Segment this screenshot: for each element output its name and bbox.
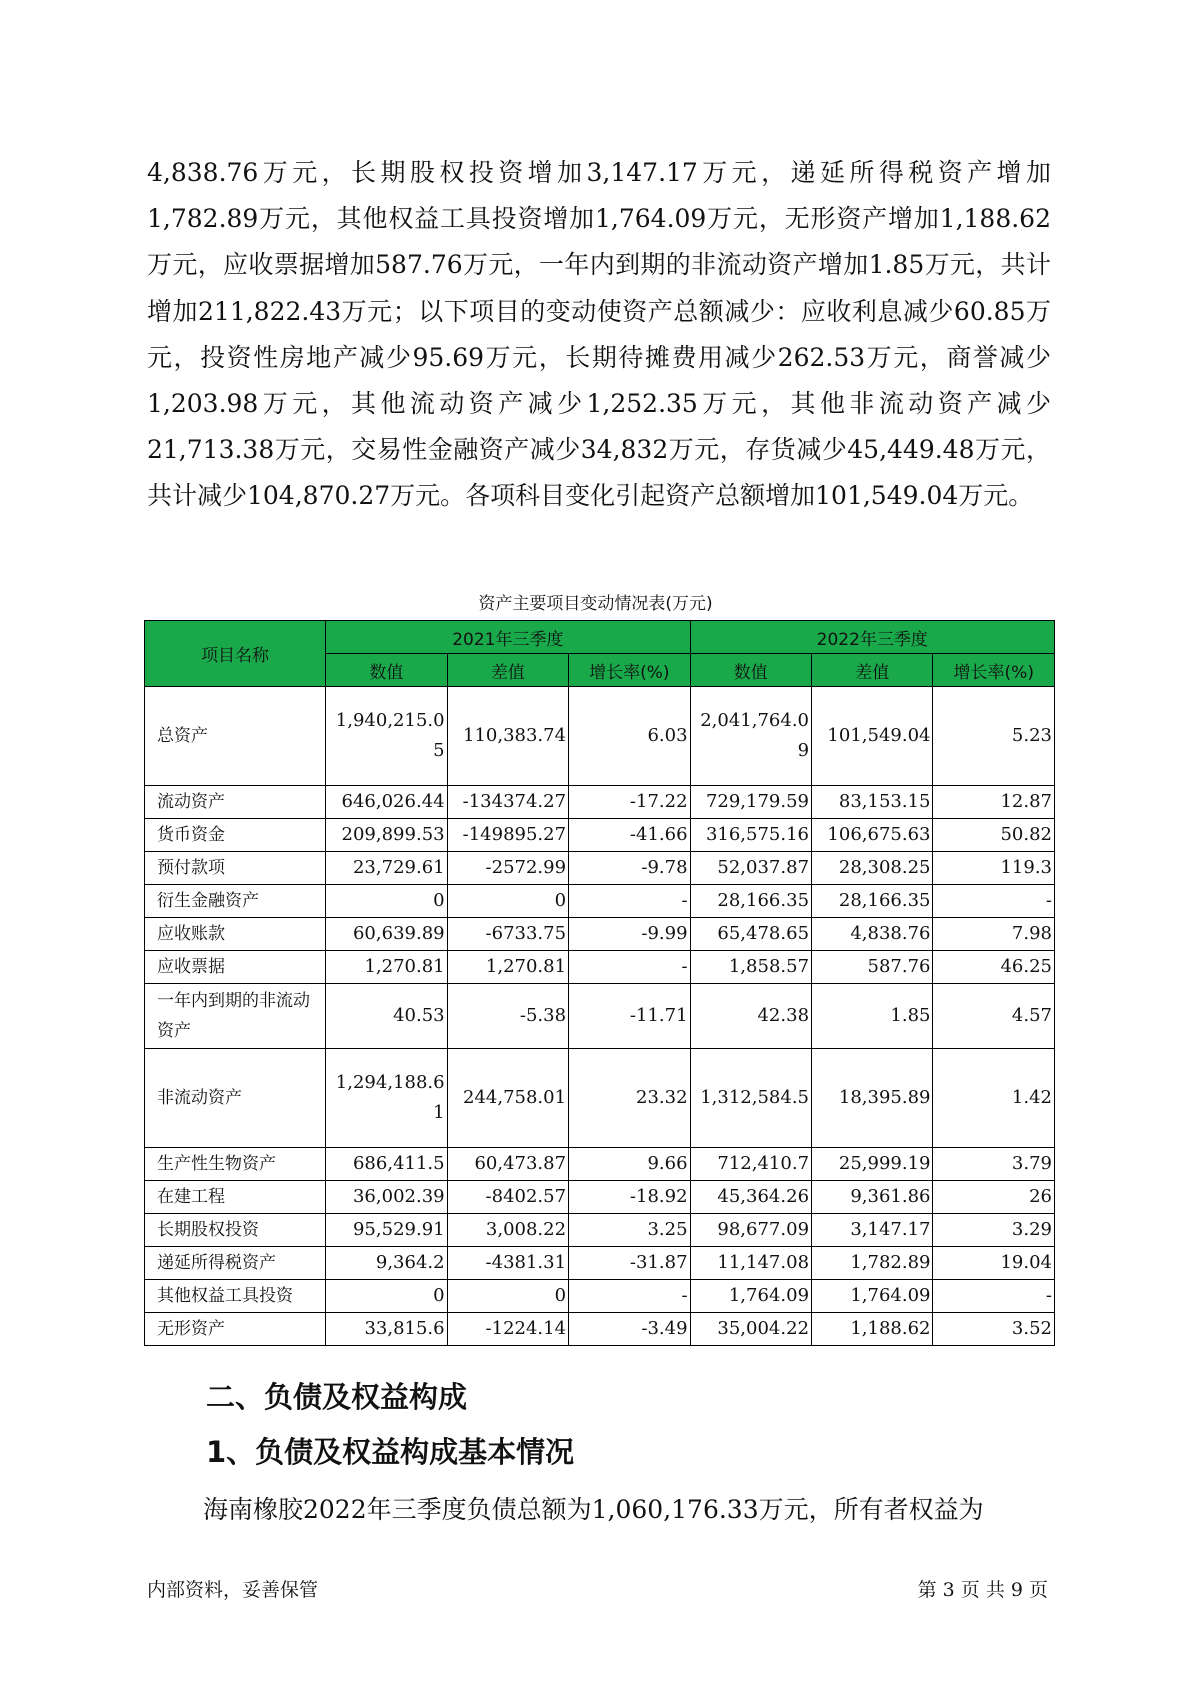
cell-name: 流动资产 <box>145 786 326 819</box>
cell-b-diff: 4,838.76 <box>812 918 933 951</box>
cell-a-val: 23,729.61 <box>326 852 447 885</box>
cell-b-diff: 1,188.62 <box>812 1313 933 1346</box>
cell-name: 在建工程 <box>145 1181 326 1214</box>
footer-page-number: 第 3 页 共 9 页 <box>917 1579 1048 1601</box>
cell-name: 无形资产 <box>145 1313 326 1346</box>
cell-b-rate: 3.29 <box>933 1214 1055 1247</box>
cell-a-rate: -11.71 <box>569 984 690 1049</box>
table-row <box>145 1214 1055 1247</box>
table-row <box>145 1181 1055 1214</box>
cell-b-rate: 19.04 <box>933 1247 1055 1280</box>
subsection-heading: 1、负债及权益构成基本情况 <box>206 1435 575 1469</box>
cell-a-val: 36,002.39 <box>326 1181 447 1214</box>
cell-a-rate: -3.49 <box>569 1313 690 1346</box>
cell-name: 递延所得税资产 <box>145 1247 326 1280</box>
cell-a-val: 0 <box>326 885 447 918</box>
cell-name: 长期股权投资 <box>145 1214 326 1247</box>
cell-b-rate: 4.57 <box>933 984 1055 1049</box>
cell-b-diff: 587.76 <box>812 951 933 984</box>
cell-a-val: 33,815.6 <box>326 1313 447 1346</box>
cell-a-rate: 6.03 <box>569 687 690 786</box>
header-period-2021: 2021年三季度 <box>326 621 690 654</box>
cell-b-rate: 12.87 <box>933 786 1055 819</box>
cell-a-diff: -1224.14 <box>447 1313 568 1346</box>
table-row <box>145 1280 1055 1313</box>
cell-name: 应收票据 <box>145 951 326 984</box>
cell-a-rate: 23.32 <box>569 1049 690 1148</box>
cell-b-val: 729,179.59 <box>690 786 811 819</box>
table-row <box>145 885 1055 918</box>
cell-b-rate: 50.82 <box>933 819 1055 852</box>
cell-a-val: 686,411.5 <box>326 1148 447 1181</box>
cell-a-val: 60,639.89 <box>326 918 447 951</box>
table-row <box>145 1313 1055 1346</box>
cell-b-val: 98,677.09 <box>690 1214 811 1247</box>
header-rate-2021: 增长率(%) <box>569 654 690 687</box>
table-row <box>145 984 1055 1049</box>
table-row <box>145 786 1055 819</box>
cell-b-rate: 46.25 <box>933 951 1055 984</box>
cell-a-rate: -31.87 <box>569 1247 690 1280</box>
cell-a-diff: -8402.57 <box>447 1181 568 1214</box>
cell-a-rate: -18.92 <box>569 1181 690 1214</box>
cell-a-diff: -134374.27 <box>447 786 568 819</box>
cell-b-val: 316,575.16 <box>690 819 811 852</box>
cell-a-rate: -41.66 <box>569 819 690 852</box>
cell-b-val: 1,858.57 <box>690 951 811 984</box>
section-heading: 二、负债及权益构成 <box>206 1380 468 1414</box>
cell-b-diff: 1,782.89 <box>812 1247 933 1280</box>
cell-a-val: 40.53 <box>326 984 447 1049</box>
cell-a-diff: -5.38 <box>447 984 568 1049</box>
header-diff-2021: 差值 <box>447 654 568 687</box>
table-caption: 资产主要项目变动情况表(万元) <box>478 594 713 614</box>
cell-b-diff: 106,675.63 <box>812 819 933 852</box>
cell-a-diff: 244,758.01 <box>447 1049 568 1148</box>
cell-b-val: 65,478.65 <box>690 918 811 951</box>
cell-a-rate: -9.99 <box>569 918 690 951</box>
cell-b-diff: 9,361.86 <box>812 1181 933 1214</box>
cell-a-diff: -6733.75 <box>447 918 568 951</box>
cell-b-rate: 119.3 <box>933 852 1055 885</box>
cell-a-diff: 3,008.22 <box>447 1214 568 1247</box>
cell-a-diff: -2572.99 <box>447 852 568 885</box>
cell-a-val: 9,364.2 <box>326 1247 447 1280</box>
cell-a-rate: - <box>569 1280 690 1313</box>
cell-a-val: 209,899.53 <box>326 819 447 852</box>
header-period-2022: 2022年三季度 <box>690 621 1054 654</box>
cell-a-val: 1,270.81 <box>326 951 447 984</box>
cell-b-diff: 28,166.35 <box>812 885 933 918</box>
intro-paragraph: 4,838.76万元，长期股权投资增加3,147.17万元，递延所得税资产增加1,782.89万元，其他权益工具投资增加1,764.09万元，无形资产增加1,188.62万元，应收票据增加587.76万元，一年内到期的非流动资产增加1.85万元，共计增加211,822.43万元；以下项目的变动使资产总额减少：应收利息减少60.85万元，投资性房地产减少95.69万元，长期待摊费用减少262.53万元，商誉减少1,203.98万元，其他流动资产减少1,252.35万元，其他非流动资产减少21,713.38万元，交易性金融资产减少34,832万元，存货减少45,449.48万元，共计减少104,870.27万元。各项科目变化引起资产总额增加101,549.04万元。 <box>147 158 1051 511</box>
table-row <box>145 687 1055 786</box>
cell-b-diff: 83,153.15 <box>812 786 933 819</box>
cell-b-rate: 5.23 <box>933 687 1055 786</box>
assets-table <box>144 620 1055 1346</box>
cell-b-val: 45,364.26 <box>690 1181 811 1214</box>
cell-b-val: 28,166.35 <box>690 885 811 918</box>
cell-b-rate: 26 <box>933 1181 1055 1214</box>
table-row <box>145 951 1055 984</box>
cell-a-diff: 0 <box>447 1280 568 1313</box>
header-value-2021: 数值 <box>326 654 447 687</box>
cell-b-val: 1,764.09 <box>690 1280 811 1313</box>
cell-a-diff: 1,270.81 <box>447 951 568 984</box>
cell-b-diff: 28,308.25 <box>812 852 933 885</box>
cell-a-val: 0 <box>326 1280 447 1313</box>
footer-confidential: 内部资料，妥善保管 <box>147 1579 319 1601</box>
cell-a-val: 646,026.44 <box>326 786 447 819</box>
cell-a-rate: 3.25 <box>569 1214 690 1247</box>
table-row <box>145 1148 1055 1181</box>
cell-a-diff: 110,383.74 <box>447 687 568 786</box>
cell-a-rate: 9.66 <box>569 1148 690 1181</box>
cell-b-rate: 7.98 <box>933 918 1055 951</box>
cell-a-val: 1,294,188.61 <box>326 1049 447 1148</box>
cell-b-diff: 1.85 <box>812 984 933 1049</box>
cell-name: 一年内到期的非流动资产 <box>145 984 326 1049</box>
cell-a-rate: -17.22 <box>569 786 690 819</box>
cell-b-diff: 25,999.19 <box>812 1148 933 1181</box>
cell-b-rate: 1.42 <box>933 1049 1055 1148</box>
bottom-paragraph: 海南橡胶2022年三季度负债总额为1,060,176.33万元，所有者权益为 <box>203 1495 984 1524</box>
header-diff-2022: 差值 <box>812 654 933 687</box>
table-row <box>145 852 1055 885</box>
cell-name: 衍生金融资产 <box>145 885 326 918</box>
cell-a-val: 1,940,215.05 <box>326 687 447 786</box>
cell-a-diff: 0 <box>447 885 568 918</box>
cell-b-val: 35,004.22 <box>690 1313 811 1346</box>
cell-b-val: 1,312,584.5 <box>690 1049 811 1148</box>
cell-a-diff: -4381.31 <box>447 1247 568 1280</box>
cell-name: 应收账款 <box>145 918 326 951</box>
cell-b-val: 52,037.87 <box>690 852 811 885</box>
table-row <box>145 1049 1055 1148</box>
cell-a-diff: 60,473.87 <box>447 1148 568 1181</box>
cell-b-diff: 18,395.89 <box>812 1049 933 1148</box>
cell-b-val: 42.38 <box>690 984 811 1049</box>
cell-a-rate: -9.78 <box>569 852 690 885</box>
cell-a-rate: - <box>569 951 690 984</box>
cell-a-rate: - <box>569 885 690 918</box>
cell-name: 总资产 <box>145 687 326 786</box>
header-project-name: 项目名称 <box>145 621 326 687</box>
cell-a-val: 95,529.91 <box>326 1214 447 1247</box>
cell-name: 生产性生物资产 <box>145 1148 326 1181</box>
cell-b-val: 11,147.08 <box>690 1247 811 1280</box>
cell-b-val: 2,041,764.09 <box>690 687 811 786</box>
cell-name: 预付款项 <box>145 852 326 885</box>
header-value-2022: 数值 <box>690 654 811 687</box>
table-row <box>145 819 1055 852</box>
cell-name: 非流动资产 <box>145 1049 326 1148</box>
table-row <box>145 1247 1055 1280</box>
cell-name: 其他权益工具投资 <box>145 1280 326 1313</box>
header-rate-2022: 增长率(%) <box>933 654 1055 687</box>
cell-b-val: 712,410.7 <box>690 1148 811 1181</box>
cell-b-rate: - <box>933 885 1055 918</box>
cell-a-diff: -149895.27 <box>447 819 568 852</box>
table-row <box>145 918 1055 951</box>
cell-b-diff: 1,764.09 <box>812 1280 933 1313</box>
cell-b-rate: 3.79 <box>933 1148 1055 1181</box>
cell-b-diff: 101,549.04 <box>812 687 933 786</box>
cell-b-rate: 3.52 <box>933 1313 1055 1346</box>
cell-name: 货币资金 <box>145 819 326 852</box>
cell-b-rate: - <box>933 1280 1055 1313</box>
cell-b-diff: 3,147.17 <box>812 1214 933 1247</box>
